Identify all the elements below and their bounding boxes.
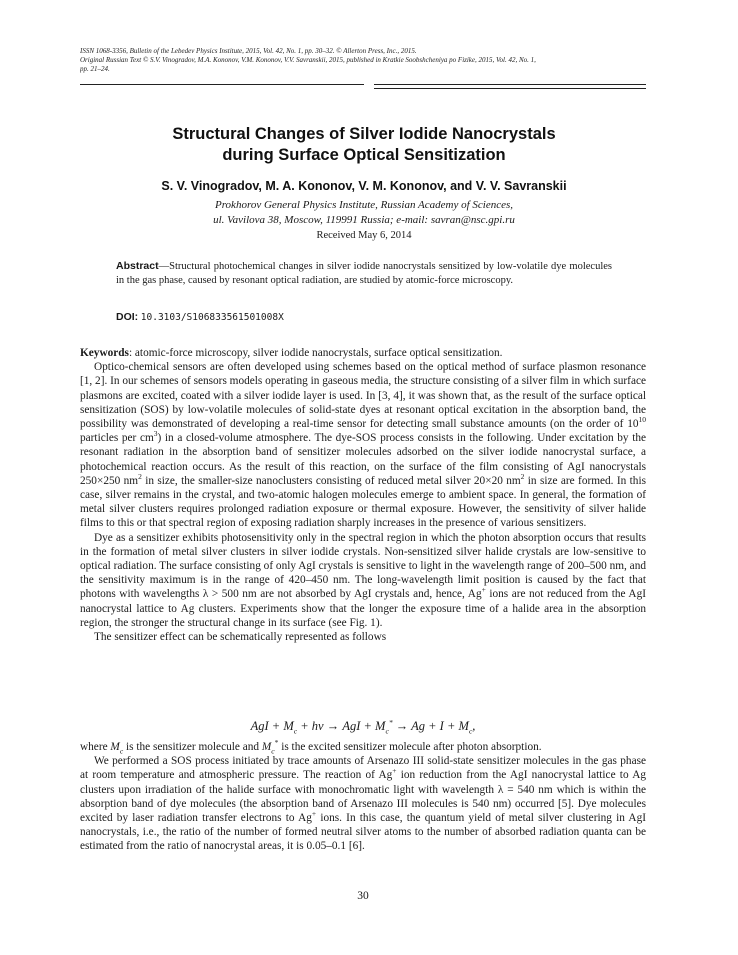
p4-symbol-m: M	[110, 741, 120, 753]
p1-text-d: in size, the smaller-size nanoclusters consisting of reduced metal silver 20×20 nm	[141, 474, 521, 487]
paragraph-4	[80, 740, 646, 754]
header-rule-left	[80, 84, 364, 85]
paragraph-3: The sensitizer effect can be schematically represented as follows	[94, 631, 387, 644]
journal-header	[80, 47, 648, 74]
body-text-lower	[80, 740, 646, 854]
p1-sup-4: 2	[520, 472, 525, 482]
p1-sup-3: 2	[138, 472, 142, 482]
doi-label: DOI:	[116, 311, 139, 323]
p4-text-a: where	[80, 741, 111, 753]
p1-text-b: particles per cm	[80, 432, 154, 445]
equation-content: AgI + $M_c + h\nu$ → AgI + $M_c^* \to Ag + I + M_c$,	[250, 717, 476, 736]
p5-text-b: ion reduction from the AgI nanocrystal lattice to Ag clusters upon irradiation of the halide surface with monochromatic light with wavelength λ = 540 nm which is within the absorption band of dye molecules (the absorption band of Arsenazo III molecules is 540 nm) occurred [5]. Dye molecules excited by laser radiation transfer electrons to Ag	[80, 769, 646, 825]
header-rule-right-bottom	[374, 88, 646, 89]
doi-value[interactable]: 10.3103/S106833561501008X	[140, 312, 284, 323]
abstract	[116, 260, 612, 287]
p1-text-e: in size are formed. In this case, silver remains in the crystal, and two-atomic halogen molecules emerge to ambient space. In general, the formation of metal silver clusters requires prolonged radiation exposure or thermal exposure. However, the sensitivity of silver halide films to this or that spectral region of exposing radiation sharply increases in the presence of various sensitizers.	[80, 474, 646, 530]
p4-symbol-mstar-sub: c	[271, 746, 275, 756]
p1-sup-1: 10	[638, 415, 646, 425]
p2-text-b: ions are not reduced from the AgI nanocrystal lattice to Ag clusters. Experiments show that the longer the exposure time of a halide area in the absorption region, the stronger the structural change in its surface (see Fig. 1).	[80, 588, 646, 629]
title-line-2: during Surface Optical Sensitization	[222, 146, 506, 164]
p4-text-b: is the sensitizer molecule and	[123, 741, 262, 753]
affiliation-line-1: Prokhorov General Physics Institute, Russian Academy of Sciences,	[214, 199, 514, 211]
p4-symbol-m-sub: c	[119, 746, 124, 756]
abstract-text: —Structural photochemical changes in silver iodide nanocrystals sensitized by low-volatile dye molecules in the gas phase, caused by resonant optical radiation, are studied by atomic-force microscopy.	[116, 261, 612, 286]
p5-text-c: ions. In this case, the quantum yield of metal silver clustering in AgI nanocrystals, i.e., the ratio of the number of formed neutral silver atoms to the number of absorbed radiation quanta can be estimated from the ratio of nanocrystal areas, it is 0.05–0.1 [6].	[80, 812, 646, 853]
p1-sup-2: 3	[153, 429, 158, 439]
abstract-label: Abstract	[116, 260, 159, 272]
p5-sup-1: +	[392, 766, 397, 776]
page-number: 30	[357, 890, 369, 902]
affiliation-line-2: ul. Vavilova 38, Moscow, 119991 Russia; e-mail: savran@nsc.gpi.ru	[213, 214, 515, 226]
paragraph-5	[80, 754, 646, 853]
p5-sup-2: +	[311, 809, 317, 819]
affiliation	[80, 198, 648, 228]
p2-sup-1: +	[481, 585, 486, 595]
p4-text-c: is the excited sensitizer molecule after photon absorption.	[278, 741, 542, 753]
paper-title	[80, 124, 648, 166]
header-line-3: pp. 21–24.	[80, 65, 110, 73]
paragraph-2	[80, 531, 646, 630]
header-rule-right-top	[374, 84, 646, 85]
paragraph-1	[80, 360, 646, 530]
keywords	[80, 346, 646, 360]
keywords-label: Keywords	[80, 347, 129, 359]
p1-text-c: ) in a closed-volume atmosphere. The dye-SOS process consists in the following. Under excitation by the resonant radiation in the absorption band of sensitizer molecules adsorbed on the silver iodide nanocrystal surface, a photochemical reaction occurs. As the result of this reaction, on the surface of the film consisting of AgI nanocrystals 250×250 nm	[80, 432, 647, 487]
keywords-text: : atomic-force microscopy, silver iodide nanocrystals, surface optical sensitization.	[128, 347, 503, 359]
p4-symbol-mstar-sup: *	[274, 738, 279, 748]
p1-text-a: Optico-chemical sensors are often developed using schemes based on the optical method of surface plasmon resonance [1, 2]. In our schemes of sensors models operating in gaseous media, the structure consisting of a silver film in which surface plasmons are excited, coated with a silver iodide layer is used. In [3, 4], it was shown that, as the result of the surface optical sensitization (SOS) by low-volatile molecules of solid-state dyes at resonant optical excitation in the absorption band, the possibility was demonstrated of developing a real-time sensor for detecting small substance amounts (on the order of 10	[80, 361, 646, 431]
title-line-1: Structural Changes of Silver Iodide Nanocrystals	[172, 125, 556, 143]
p2-text-a: Dye as a sensitizer exhibits photosensitivity only in the spectral region in which the photon absorption occurs that results in the formation of metal silver clusters in silver iodide crystals. Non-sensitized silver halide crystals are low-sensitive to optical radiation. The surface consisting of only AgI crystals is sensitive to light in the wavelength range of 200–500 nm, and the sensitivity maximum is in the range of 420–450 nm. The long-wavelength limit position is caused by the fact that photons with wavelengths λ > 500 nm are not absorbed by AgI crystals and, hence, Ag	[80, 531, 646, 601]
doi	[116, 311, 284, 323]
reaction-equation	[80, 719, 646, 734]
received-date: Received May 6, 2014	[316, 230, 412, 241]
header-line-1: ISSN 1068-3356, Bulletin of the Lebedev Physics Institute, 2015, Vol. 42, No. 1, pp. 30–32. © Allerton Press, Inc., 2015.	[80, 47, 417, 55]
p5-text-a: We performed a SOS process initiated by trace amounts of Arsenazo III solid-state sensitizer molecules in the gas phase at room temperature and atmospheric pressure. The reaction of Ag	[80, 755, 646, 782]
author-list: S. V. Vinogradov, M. A. Kononov, V. M. Kononov, and V. V. Savranskii	[161, 179, 567, 193]
p4-symbol-mstar: M	[261, 741, 272, 753]
header-line-2: Original Russian Text © S.V. Vinogradov, M.A. Kononov, V.M. Kononov, V.V. Savranskii, 2015, published in Kratkie Soobshcheniya po Fizike, 2015, Vol. 42, No. 1,	[80, 56, 536, 64]
body-text-upper	[80, 346, 646, 644]
